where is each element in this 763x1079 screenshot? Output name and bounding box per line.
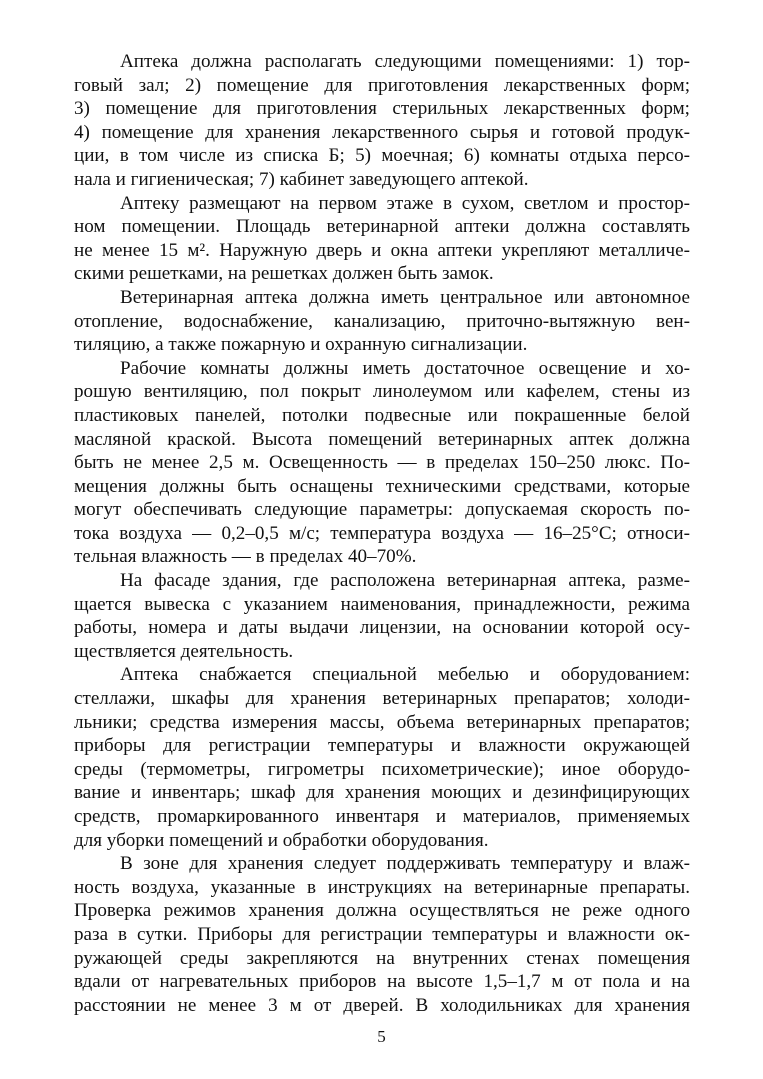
text-line: приборы для регистрации температуры и влажности окружающей bbox=[74, 735, 690, 757]
text-line: для уборки помещений и обработки оборудования. bbox=[74, 829, 489, 851]
text-line: могут обеспечивать следующие параметры: допускаемая скорость по- bbox=[74, 499, 690, 521]
text-line: льники; средства измерения массы, объема ветеринарных препаратов; bbox=[74, 711, 690, 733]
page-number: 5 bbox=[377, 1027, 386, 1046]
text-line: 4) помещение для хранения лекарственного сырья и готовой продук- bbox=[74, 121, 690, 143]
text-line: Рабочие комнаты должны иметь достаточное освещение и хо- bbox=[120, 357, 690, 379]
text-line: говый зал; 2) помещение для приготовления лекарственных форм; bbox=[74, 74, 690, 96]
text-line: щается вывеска с указанием наименования, принадлежности, режима bbox=[74, 593, 690, 615]
paragraph-work-rooms bbox=[74, 357, 690, 569]
text-line: не менее 15 м². Наружную дверь и окна аптеки укрепляют металличе- bbox=[74, 239, 690, 261]
text-line: вание и инвентарь; шкаф для хранения моющих и дезинфицирующих bbox=[74, 782, 690, 804]
text-line: тельная влажность — в пределах 40–70%. bbox=[74, 546, 417, 568]
text-line: ции, в том числе из списка Б; 5) моечная; 6) комнаты отдыха персо- bbox=[74, 145, 690, 167]
text-line: тока воздуха — 0,2–0,5 м/с; температура воздуха — 16–25°С; относи- bbox=[74, 522, 690, 544]
text-line: Аптека снабжается специальной мебелью и оборудованием: bbox=[120, 664, 690, 686]
paragraph-storage-conditions bbox=[74, 852, 690, 1017]
text-line: средств, промаркированного инвентаря и материалов, применяемых bbox=[74, 806, 690, 827]
text-line: ном помещении. Площадь ветеринарной аптеки должна составлять bbox=[74, 216, 690, 238]
text-line: ществляется деятельность. bbox=[74, 640, 294, 662]
text-line: пластиковых панелей, потолки подвесные или покрашенные белой bbox=[74, 404, 690, 426]
text-line: рошую вентиляцию, пол покрыт линолеумом или кафелем, стены из bbox=[74, 381, 690, 403]
text-line: ность воздуха, указанные в инструкциях на ветеринарные препараты. bbox=[74, 876, 690, 898]
text-line: работы, номера и даты выдачи лицензии, на основании которой осу- bbox=[74, 617, 690, 639]
text-line: Проверка режимов хранения должна осуществляться не реже одного bbox=[74, 900, 690, 922]
paragraph-signboard bbox=[74, 569, 690, 663]
paragraph-utilities bbox=[74, 286, 690, 357]
paragraph-premises-list bbox=[74, 50, 690, 192]
text-line: Аптеку размещают на первом этаже в сухом, светлом и простор- bbox=[120, 192, 690, 214]
text-line: мещения должны быть оснащены техническими средствами, которые bbox=[74, 475, 690, 497]
text-line: тиляцию, а также пожарную и охранную сигнализации. bbox=[74, 334, 528, 356]
text-line: раза в сутки. Приборы для регистрации температуры и влажности ок- bbox=[74, 923, 690, 945]
text-line: В зоне для хранения следует поддерживать температуру и влаж- bbox=[120, 853, 690, 875]
text-line: Аптека должна располагать следующими помещениями: 1) тор- bbox=[120, 51, 690, 72]
text-line: скими решетками, на решетках должен быть замок. bbox=[74, 263, 494, 285]
text-line: отопление, водоснабжение, канализацию, приточно-вытяжную вен- bbox=[74, 310, 690, 332]
text-line: расстоянии не менее 3 м от дверей. В холодильниках для хранения bbox=[74, 994, 690, 1016]
paragraph-location bbox=[74, 192, 690, 286]
text-line: масляной краской. Высота помещений ветеринарных аптек должна bbox=[74, 428, 690, 450]
text-line: Ветеринарная аптека должна иметь центральное или автономное bbox=[120, 286, 690, 308]
text-line: стеллажи, шкафы для хранения ветеринарных препаратов; холоди- bbox=[74, 688, 690, 710]
text-line: 3) помещение для приготовления стерильных лекарственных форм; bbox=[74, 98, 690, 120]
text-line: среды (термометры, гигрометры психометрические); иное оборудо- bbox=[74, 758, 690, 780]
text-line: На фасаде здания, где расположена ветеринарная аптека, разме- bbox=[120, 570, 690, 592]
text-line: вдали от нагревательных приборов на высоте 1,5–1,7 м от пола и на bbox=[74, 971, 690, 993]
paragraph-equipment bbox=[74, 663, 690, 852]
text-line: ружающей среды закрепляются на внутренних стенах помещения bbox=[74, 947, 690, 969]
text-line: быть не менее 2,5 м. Освещенность — в пределах 150–250 люкс. По- bbox=[74, 452, 690, 474]
document-page bbox=[74, 50, 690, 1017]
text-line: нала и гигиеническая; 7) кабинет заведующего аптекой. bbox=[74, 168, 529, 190]
